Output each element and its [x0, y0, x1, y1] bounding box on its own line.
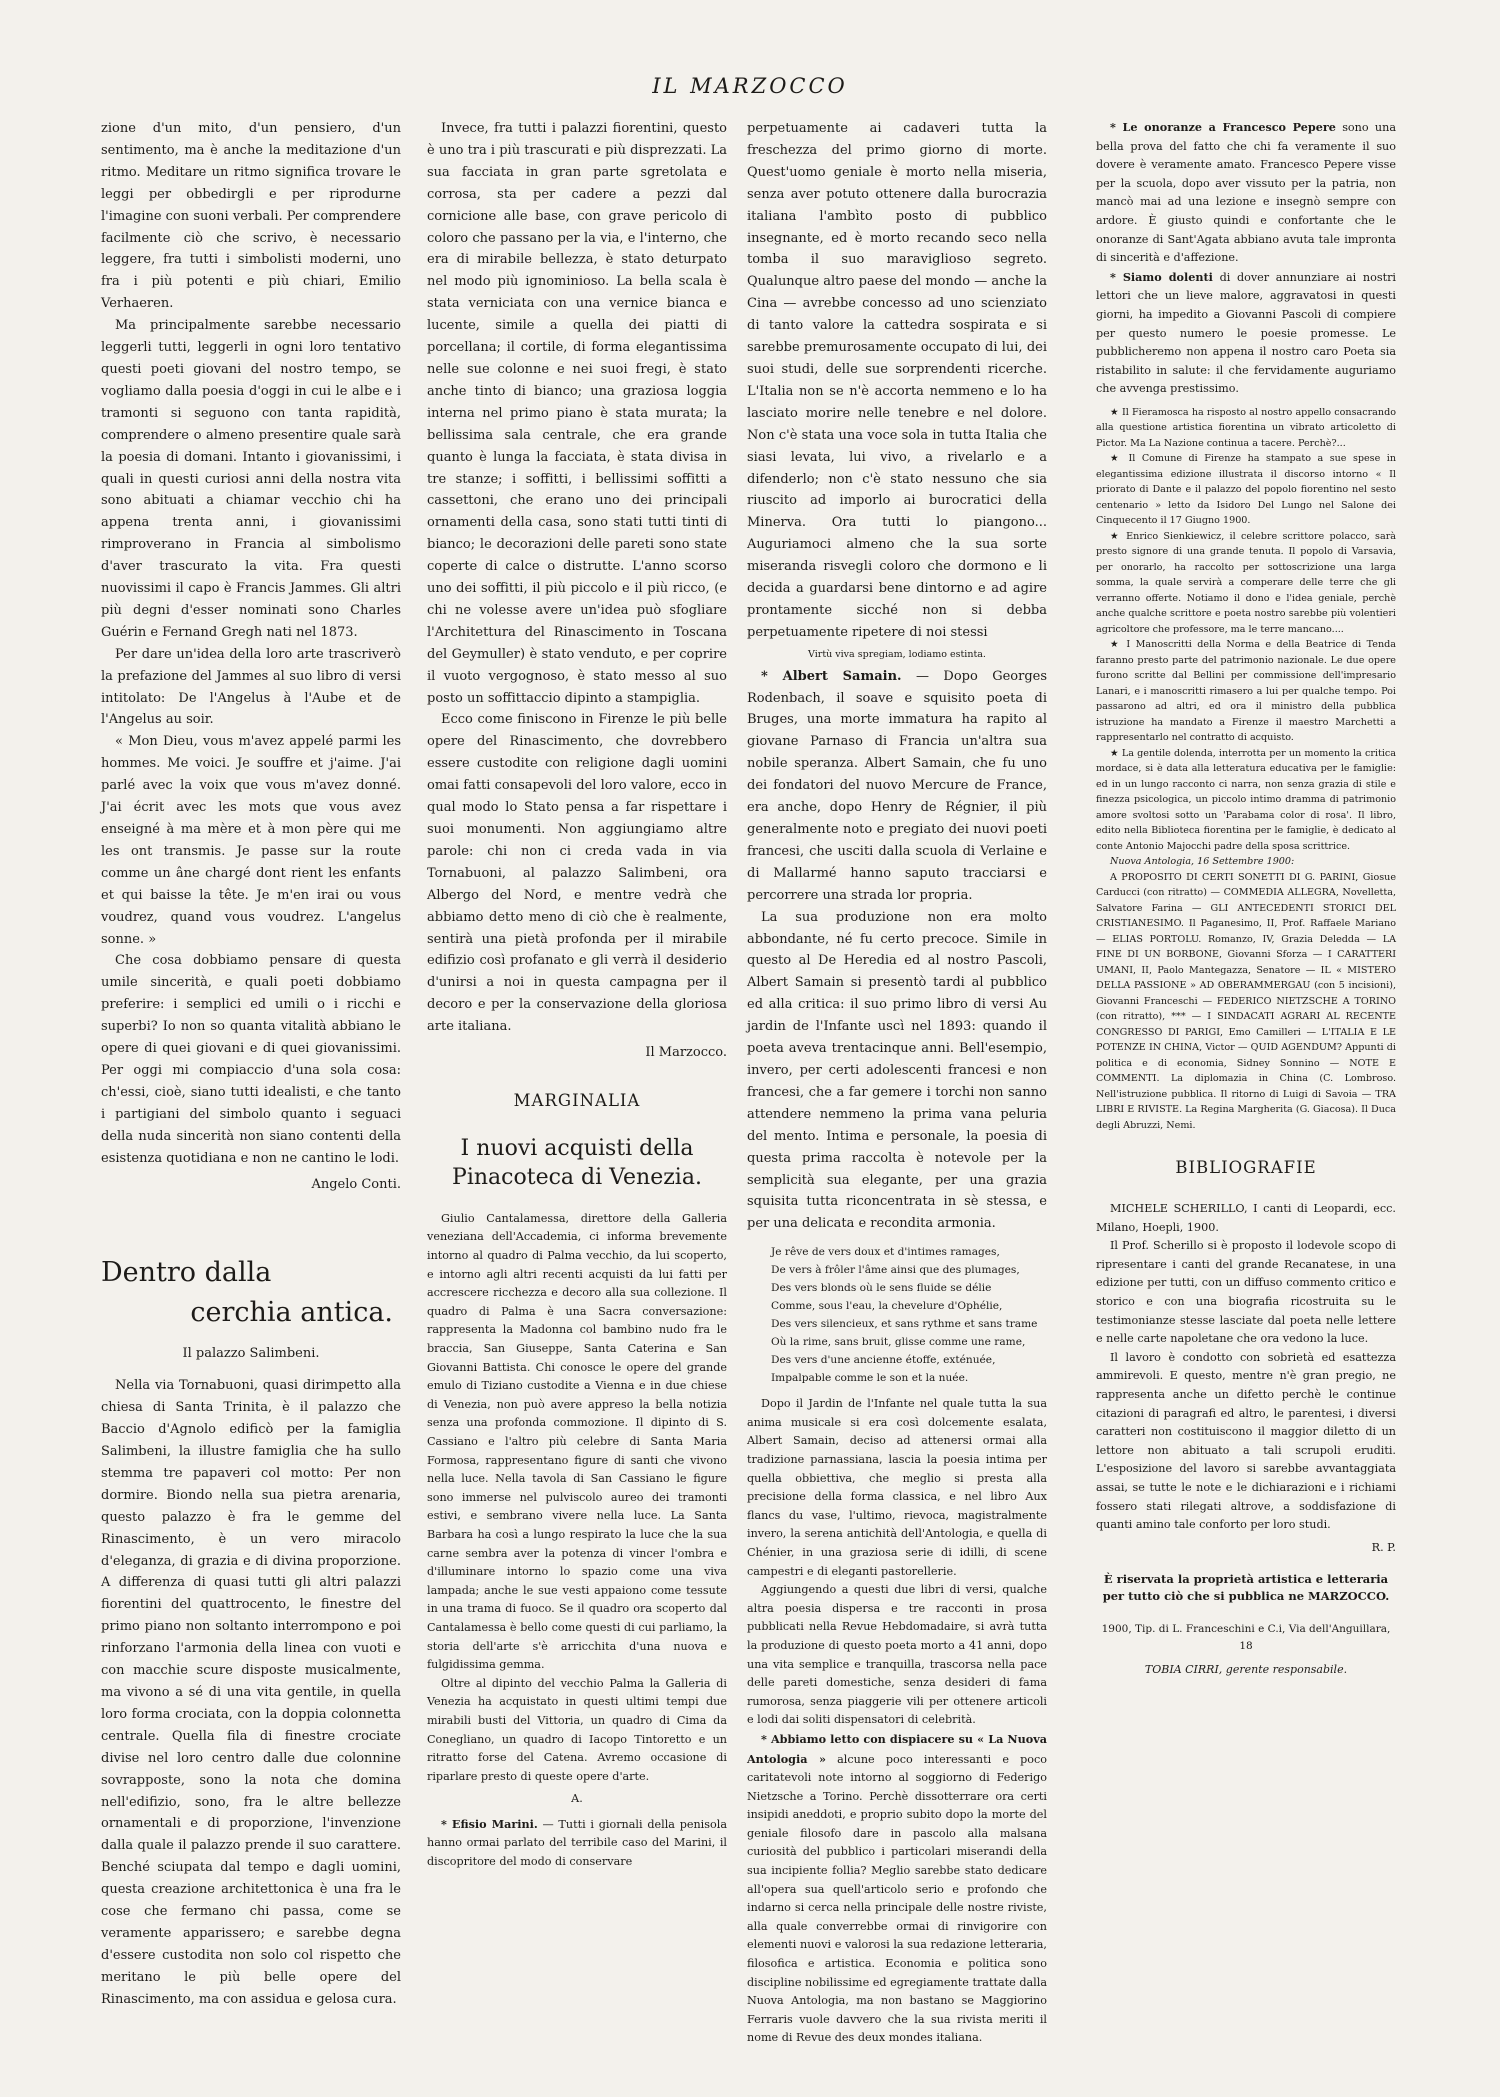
signature: A. [571, 1792, 583, 1806]
book-reference: MICHELE SCHERILLO, I canti di Leopardi, ecc. Milano, Hoepli, 1900. [1096, 1202, 1396, 1234]
verse-quote: Virtù viva spregiam, lodiamo estinta. [808, 648, 986, 660]
paragraph: Giulio Cantalamessa, direttore della Galleria veneziana dell'Accademia, ci informa brevemente intorno al quadro di Palma vecchio, da lui scoperto, e intorno agli altri recenti acquisti da lui fatti per accrescere ricchezza e decoro alla sua collezione. Il quadro di Palma è una Sacra conversazione: rappresenta la Madonna col bambino nudo fra le braccia, San Giuseppe, Santa Caterina e San Giovanni Battista. Chi conosce le opere del grande emulo di Tiziano custodite a Vienna e in due chiese di Venezia, non può avere appreso la bella notizia senza una profonda commozione. Il dipinto di S. Cassiano e l'altro più celebre di Santa Maria Formosa, rappresentano figure di santi che vivono nella luce. Nella tavola di San Cassiano le figure sono immerse nel pulviscolo aureo dei tramonti estivi, e sembrano vivere nella luce. La Santa Barbara ha così a lungo respirato la luce che la sua carne sembra aver la potenza di vincer l'ombra e d'illuminare intorno lo spazio come una viva lampada; anche le sue vesti appaiono come tessute in una trama di fuoco. Se il quadro ora scoperto dal Cantalamessa è bello come questi di cui parliamo, la storia dell'arte s'è arricchita d'una nuova e fulgidissima gemma. [427, 1211, 727, 1672]
poem-line: Comme, sous l'eau, la chevelure d'Ophélie, [771, 1300, 1003, 1313]
title-line-1: Dentro dalla [101, 1257, 272, 1289]
paragraph: Nella via Tornabuoni, quasi dirimpetto alla chiesa di Santa Trinita, è il palazzo che Baccio d'Agnolo edificò per la famiglia Salimbeni, la illustre famiglia che ha sullo stemma tre papaveri col motto: Per non dormire. Biondo nella sua pietra arenaria, questo palazzo è fra le gemme del Rinascimento, è un vero miracolo d'eleganza, di grazia e di divina proporzione. A differenza di quasi tutti gli altri palazzi fiorentini del quattrocento, le finestre del primo piano non soltanto interrompono e poi rinforzano l'armonia della linea con vuoti e con macchie scure disposte musicalmente, ma vivono a sé di una vita gentile, in quella loro forma crociata, con la doppia colonnetta centrale. Quella fila di finestre crociate divise nel loro centro dalle due colonnine sovrapposte, sono la nota che domina nell'edifizio, sono, fra le altre bellezze ornamentali e di proporzione, l'invenzione dalla quale il palazzo prende il suo carattere. Benché sciupata dal tempo e dagli uomini, questa creazione architettonica è una fra le cose che fermano chi passa, come se veramente apparissero; e sarebbe degna d'essere custodita non solo col rispetto che meritano le più belle opere del Rinascimento, ma con assidua e gelosa cura. [101, 1378, 401, 2007]
news-item: ★ Enrico Sienkiewicz, il celebre scrittore polacco, sarà presto signore di una grande tenuta. Il popolo di Varsavia, per onorarlo, ha raccolto per sottoscrizione una larga somma, la quale servirà a comperare delle terre che gli verranno offerte. Notiamo il dono e l'idea geniale, perchè anche qualche scrittore e poeta nostro sarebbe più volentieri agricoltore che professore, ma le terre mancano.... [1096, 530, 1396, 635]
column-4 [1096, 118, 1396, 1680]
column-1 [101, 118, 401, 2011]
paragraph: zione d'un mito, d'un pensiero, d'un sentimento, ma è anche la meditazione d'un ritmo. Meditare un ritmo significa trovare le leggi per obbedirgli e per riprodurne l'imagine con suoni verbali. Per comprendere facilmente ciò che scrivo, è necessario leggere, fra tutti i simbolisti moderni, uno fra i più potenti e più chiari, Emilio Verhaeren. [101, 121, 401, 312]
paragraph: Il Prof. Scherillo si è proposto il lodevole scopo di ripresentare i canti del grande Recanatese, in una edizione per tutti, con un diffuso commento critico e storico e con una biografia ricostruita su le testimonianze stesse lasciate dal poeta nelle lettere e nelle carte napoletane che ora vedono la luce. [1096, 1239, 1396, 1346]
paragraph: sono una bella prova del fatto che chi fa veramente il suo dovere è veramente amato. Francesco Pepere visse per la scuola, dopo aver vissuto per la patria, non mancò mai ad una lezione e insegnò sempre con ardore. È giusto quindi e confortante che le onoranze di Sant'Agata abbiano avuta tale impronta di sincerità e d'affezione. [1096, 121, 1396, 265]
poem-line: Où la rime, sans bruit, glisse comme une rame, [771, 1336, 1026, 1349]
paragraph: Dopo il Jardin de l'Infante nel quale tutta la sua anima musicale si era così dolcemente esalata, Albert Samain, deciso ad attenersi ormai alla tradizione parnassiana, lascia la poesia intima per quella obbiettiva, che meglio si presta alla precisione della forma classica, e nel libro Aux flancs du vase, l'ultimo, rievoca, magistralmente invero, la serena antichità dell'Antologia, e quella di Chénier, in una graziosa serie di idilli, di scene campestri e di eleganti pastorellerie. [747, 1397, 1047, 1578]
paragraph: alcune poco interessanti e poco caritatevoli note intorno al soggiorno di Federigo Nietzsche a Torino. Perchè dissotterrare ora certi insipidi aneddoti, e proprio subito dopo la morte del geniale filosofo dare in pascolo alla malsana curiosità del pubblico i particolari miserandi della sua incipiente follia? Meglio sarebbe stato dedicare all'opera sua quell'articolo serio e profondo che indarno si cerca nella principale delle nostre riviste, alla quale converrebbe ormai di rinvigorire con elementi nuovi e valorosi la sua redazione letteraria, filosofica e artistica. Economia e politica sono discipline nobilissime ed egregiamente trattate dalla Nuova Antologia, ma non bastano se Maggiorino Ferraris vuole davvero che la sua rivista meriti il nome di Revue des deux mondes italiana. [747, 1752, 1047, 2045]
journal-contents: A PROPOSITO DI CERTI SONETTI DI G. PARINI, Giosue Carducci (con ritratto) — COMMEDIA ALLEGRA, Novelletta, Salvatore Farina — GLI ANTECEDENTI STORICI DEL CRISTIANESIMO. Il Paganesimo, II, Prof. Raffaele Mariano — ELIAS PORTOLU. Romanzo, IV, Grazia Deledda — LA FINE DI UN BORBONE, Giovanni Sforza — I CARATTERI UMANI, II, Paolo Mantegazza, Senatore — IL « MISTERO DELLA PASSIONE » AD OBERAMMERGAU (con 5 incisioni), Giovanni Franceschi — FEDERICO NIETZSCHE A TORINO (con ritratto), *** — I SINDACATI AGRARI AL RECENTE CONGRESSO DI PARIGI, Emo Camilleri — L'ITALIA E LE POTENZE IN CHINA, Victor — QUID AGENDUM? Appunti di politica e di economia, Sidney Sonnino — NOTE E COMMENTI. La diplomazia in China (C. Lombroso. Nell'istruzione pubblica. Il ritorno di Luigi di Savoia — TRA LIBRI E RIVISTE. La Regina Margherita (G. Giacosa). Il Duca degli Abruzzi, Nemi. [1096, 871, 1396, 1131]
news-item: ★ I Manoscritti della Norma e della Beatrice di Tenda faranno presto parte del patrimonio nazionale. Le due opere furono scritte dal Bellini per commissione dell'impresario Lanari, e i manoscritti rimasero a lui per qualche tempo. Poi passarono ad altri, ed ora il ministro della pubblica istruzione ha mandato a Firenze il maestro Marchetti a rappresentarlo nel contratto di acquisto. [1096, 639, 1396, 744]
paragraph: di dover annunziare ai nostri lettori che un lieve malore, aggravatosi in questi giorni, ha impedito a Giovanni Pascoli di compiere per questo numero le poesie promesse. Le pubblicheremo non appena il nostro caro Poeta sia ristabilito in salute: il che fervidamente auguriamo che avvenga prestissimo. [1096, 270, 1397, 396]
note-title: * Efisio Marini. [441, 1816, 538, 1831]
poem-line: Des vers d'une ancienne étoffe, exténuée, [771, 1354, 996, 1367]
title-line-2: cerchia antica. [190, 1297, 393, 1329]
poem-line: De vers à frôler l'âme ainsi que des plumages, [771, 1264, 1020, 1277]
paragraph: Il lavoro è condotto con sobrietà ed esattezza ammirevoli. E questo, mentre n'è gran pregio, ne rappresenta anche un difetto perchè le continue citazioni di paragrafi ed altro, le parentesi, i diversi caratteri non costituiscono il maggior diletto di un lettore non abituato a tali scrupoli eruditi. L'esposizione del lavoro si sarebbe avvantaggiata assai, se tutte le note e le dichiarazioni e i richiami fossero stati rilegati altrove, a soddisfazione di quanti amino tale conforto per loro studi. [1096, 1350, 1396, 1532]
note-title: * Siamo dolenti [1110, 269, 1213, 284]
article-subtitle: Il palazzo Salimbeni. [182, 1346, 320, 1362]
manager-line: TOBIA CIRRI, gerente responsabile. [1144, 1663, 1348, 1677]
article-title: I nuovi acquisti della Pinacoteca di Venezia. [452, 1135, 702, 1190]
signature: Il Marzocco. [645, 1045, 727, 1061]
note-title: * Le onoranze a Francesco Pepere [1110, 120, 1336, 134]
journal-heading: Nuova Antologia, 16 Settembre 1900: [1110, 856, 1295, 868]
paragraph: Invece, fra tutti i palazzi fiorentini, questo è uno tra i più trascurati e più disprezzati. La sua facciata in gran parte sgretolata e corrosa, sta per cadere a pezzi dal cornicione alle base, con grave pericolo di coloro che passano per la via, e l'interno, che era di mirabile bellezza, è stato deturpato nel modo più ignominioso. La bella scala è stata verniciata con una vernice bianca e lucente, simile a quella dei piatti di porcellana; il cortile, di forma elegantissima nelle sue colonne e nei suoi fregi, è stato anche tinto di bianco; una graziosa loggia interna nel primo piano è stata murata; la bellissima sala centrale, che era grande quanto è lunga la facciata, è stata divisa in tre stanze; i soffitti, i bellissimi soffitti a cassettoni, che erano uno dei principali ornamenti della casa, sono stati tutti tinti di bianco; le decorazioni delle pareti sono state coperte di calce o distrutte. L'anno scorso uno dei soffitti, il più piccolo e il più ricco, (e chi ne volesse avere un'idea può sfogliare l'Architettura del Rinascimento in Toscana del Geymuller) è stato venduto, e per coprire il vuoto vergognoso, è stato messo al suo posto un soffittaccio dipinto a stampiglia. [427, 121, 727, 706]
column-2 [427, 118, 727, 1872]
note-title: * Albert Samain. [761, 668, 902, 684]
column-3 [747, 118, 1047, 2048]
poem-line: Des vers blonds où le sens fluide se délie [771, 1282, 992, 1295]
poem-line: Je rêve de vers doux et d'intimes ramages, [771, 1246, 1000, 1259]
paragraph: Ecco come finiscono in Firenze le più belle opere del Rinascimento, che dovrebbero essere custodite con religione dagli uomini omai fatti consapevoli del loro valore, ecco in qual modo lo Stato pensa a far rispettare i suoi monumenti. Non aggiungiamo altre parole: chi non ci creda vada in via Tornabuoni, al palazzo Salimbeni, ora Albergo del Nord, e mentre vedrà che abbiamo detto meno di ciò che è realmente, sentirà una pietà profonda per il mirabile edifizio così profanato e gli verrà il desiderio d'unirsi a noi in questa campagna per il decoro e per la conservazione della gloriosa arte italiana. [427, 712, 727, 1035]
poem [747, 1243, 1047, 1387]
paragraph: perpetuamente ai cadaveri tutta la freschezza del primo giorno di morte. Quest'uomo geniale è morto nella miseria, senza aver potuto ottenere dalla burocrazia italiana l'ambìto posto di pubblico insegnante, ed è morto recando seco nella tomba il suo maraviglioso segreto. Qualunque altro paese del mondo — anche la Cina — avrebbe concesso ad uno scienziato di tanto valore la cattedra sospirata e si sarebbe premurosamente occupato di lui, dei suoi studi, delle sue sorprendenti ricerche. L'Italia non se n'è accorta nemmeno e lo ha lasciato morire nelle tenebre e nel dolore. Non c'è stata una voce sola in tutta Italia che siasi levata, lui vivo, a rivelarlo e a difenderlo; non c'è stato nessuno che sia riuscito ad imporlo ai burocratici della Minerva. Ora tutti lo piangono... Auguriamoci almeno che la sua sorte miseranda risvegli coloro che dormono e li decida a guardarsi bene dintorno e ad agire prontamente sicché non si debba perpetuamente ripetere di noi stessi [747, 121, 1047, 640]
paragraph: Aggiungendo a questi due libri di versi, qualche altra poesia dispersa e tre racconti in prosa pubblicati nella Revue Hebdomadaire, si avrà tutta la produzione di questo poeta morto a 41 anni, dopo una vita semplice e tranquilla, trascorsa nella pace delle pareti domestiche, senza desideri di fama rumorosa, senza piaggerie vili per ottenere articoli e lodi dai soliti dispensatori di celebrità. [747, 1583, 1047, 1727]
paragraph: La sua produzione non era molto abbondante, né fu certo precoce. Simile in questo al De Heredia ed al nostro Pascoli, Albert Samain si presentò tardi al pubblico ed alla critica: il suo primo libro di versi Au jardin de l'Infante uscì nel 1893: quando il poeta aveva trentacinque anni. Bell'esempio, invero, per certi adolescenti francesi e non francesi, che a far gemere i torchi non sanno attendere nemmeno la prima vana peluria del mento. Intima e personale, la poesia di questa prima raccolta è notevole per la semplicità sua elegante, per una grazia squisita tutta riconcentrata in sè stessa, e per una delicata e recondita armonia. [747, 909, 1047, 1232]
paragraph: Oltre al dipinto del vecchio Palma la Galleria di Venezia ha acquistato in questi ultimi tempi due mirabili busti del Vittoria, un quadro di Cima da Conegliano, un quadro di Iacopo Tintoretto e un ritratto forse del Catena. Avremo occasione di riparlare presto di queste opere d'arte. [427, 1676, 727, 1783]
quotation: « Mon Dieu, vous m'avez appelé parmi les hommes. Me voici. Je souffre et j'aime. J'ai parlé avec la voix que vous m'avez donné. J'ai écrit avec les mots que vous avez enseigné à ma mère et à mon père qui me les ont transmis. Je passe sur la route comme un âne chargé dont rient les enfants et qui baisse la tête. Je m'en irai ou vous voudrez, quand vous voudrez. L'angelus sonne. » [101, 734, 401, 947]
paragraph: — Dopo Georges Rodenbach, il soave e squisito poeta di Bruges, una morte immatura ha rapito al giovane Parnaso di Francia un'altra sua nobile speranza. Albert Samain, che fu uno dei fondatori del nuovo Mercure de France, era anche, dopo Henry de Régnier, il più generalmente noto e pregiato dei nuovi poeti francesi, che usciti dalla scuola di Verlaine e di Mallarmé hanno saputo tracciarsi e percorrere una strada lor propria. [747, 668, 1048, 903]
paragraph: Ma principalmente sarebbe necessario leggerli tutti, leggerli in ogni loro tentativo questi poeti giovani del nostro tempo, se vogliamo dalla poesia d'oggi in cui le albe e i tramonti si seguono con tanta rapidità, comprendere o almeno presentire quale sarà la poesia di domani. Intanto i giovanissimi, i quali in questi curiosi anni della nostra vita sono abituati a chiamar vecchio chi ha appena trenta anni, i giovanissimi rimproverano in Francia al simbolismo d'aver trascurato la vita. Fra questi nuovissimi il capo è Francis Jammes. Gli altri più degni d'esser nominati sono Charles Guérin e Fernand Gregh nati nel 1873. [101, 318, 401, 640]
news-item: ★ La gentile dolenda, interrotta per un momento la critica mordace, si è data alla letteratura educativa per le famiglie: ed in un lungo racconto ci narra, non senza grazia di stile e finezza psicologica, un piccolo intimo dramma di patrimonio amore svoltosi sotto un 'Parabama color di rosa'. Il libro, edito nella Biblioteca fiorentina per le famiglie, è dedicato al conte Antonio Majocchi padre della sposa scrittrice. [1096, 747, 1396, 852]
poem-line: Des vers silencieux, et sans rythme et sans trame [771, 1318, 1038, 1331]
news-item: ★ Il Comune di Firenze ha stampato a sue spese in elegantissima edizione illustrata il discorso intorno « Il priorato di Dante e il palazzo del popolo fiorentino nel sesto centenario » letto da Isidoro Del Lungo nel Salone dei Cinquecento il 17 Giugno 1900. [1096, 453, 1396, 527]
section-heading: MARGINALIA [513, 1090, 641, 1110]
news-item: ★ Il Fieramosca ha risposto al nostro appello consacrando alla questione artistica fiorentina un vibrato articoletto di Pictor. Ma La Nazione continua a tacere. Perchè?... [1096, 406, 1396, 449]
author-signature: Angelo Conti. [311, 1176, 401, 1192]
note-title: * Abbiamo letto con dispiacere su « La Nuova Antologia » [747, 1731, 1047, 1766]
article-title [101, 1253, 401, 1333]
note-text: — Tutti i giornali della penisola hanno ormai parlato del terribile caso del Marini, il discopritore del modo di conservare [427, 1817, 727, 1869]
paragraph: Per dare un'idea della loro arte trascriverò la prefazione del Jammes al suo libro di versi intitolato: De l'Angelus à l'Aube et de l'Angelus au soir. [101, 646, 401, 728]
paragraph: Che cosa dobbiamo pensare di questa umile sincerità, e quali poeti dobbiamo preferire: i semplici ed umili o i ricchi e superbi? Io non so quanta vitalità abbiano le opere di quei giovani e di quei giovanissimi. Per oggi mi compiaccio d'una sola cosa: ch'essi, cioè, siano tutti idealisti, e che tanto i partigiani del simbolo quanto i seguaci della nuda sincerità non siano contenti della esistenza quotidiana e non ne cantino le lodi. [101, 953, 401, 1166]
rights-notice: È riservata la proprietà artistica e letteraria per tutto ciò che si pubblica ne MARZOCCO. [1102, 1572, 1390, 1604]
poem-line: Impalpable comme le son et la nuée. [771, 1372, 969, 1385]
masthead: IL MARZOCCO [652, 74, 848, 98]
printer-line: 1900, Tip. di L. Franceschini e C.i, Via dell'Anguillara, 18 [1101, 1623, 1391, 1653]
section-heading: BIBLIOGRAFIE [1175, 1158, 1317, 1178]
signature: R. P. [1371, 1540, 1396, 1554]
